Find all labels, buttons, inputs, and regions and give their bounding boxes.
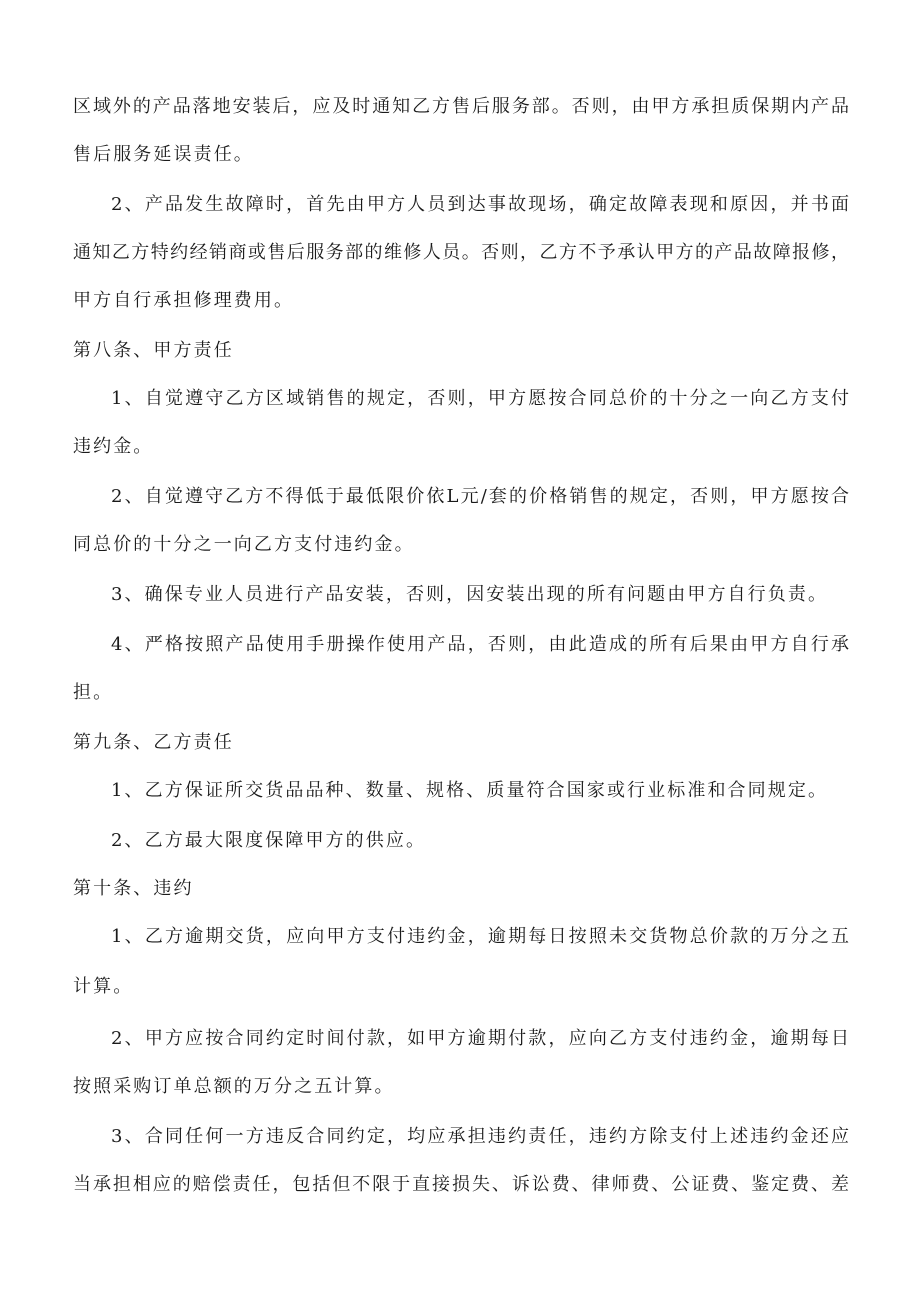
text-line: 1、自觉遵守乙方区域销售的规定，否则，甲方愿按合同总价的十分之一向乙方支付 [111,388,849,409]
text-line: 同总价的十分之一向乙方支付违约金。 [73,534,415,555]
text-line: 通知乙方特约经销商或售后服务部的维修人员。否则，乙方不予承认甲方的产品故障报修， [73,242,849,263]
section-heading: 第九条、乙方责任 [73,732,234,753]
text-line: 1、乙方保证所交货品品种、数量、规格、质量符合国家或行业标准和合同规定。 [111,780,829,801]
text-line: 区域外的产品落地安装后，应及时通知乙方售后服务部。否则，由甲方承担质保期内产品 [73,96,849,117]
text-line: 计算。 [73,976,134,997]
text-line: 3、合同任何一方违反合同约定，均应承担违约责任，违约方除支付上述违约金还应 [111,1126,849,1147]
text-line: 违约金。 [73,436,154,457]
text-line: 2、自觉遵守乙方不得低于最低限价依L元/套的价格销售的规定，否则，甲方愿按合 [111,486,849,507]
text-line: 担。 [73,682,114,703]
text-line: 售后服务延误责任。 [73,144,254,165]
section-heading: 第八条、甲方责任 [73,340,234,361]
text-line: 2、产品发生故障时，首先由甲方人员到达事故现场，确定故障表现和原因，并书面 [111,194,849,215]
section-heading: 第十条、违约 [73,878,194,899]
text-line: 2、乙方最大限度保障甲方的供应。 [111,830,427,851]
text-line: 甲方自行承担修理费用。 [73,290,295,311]
text-line: 2、甲方应按合同约定时间付款，如甲方逾期付款，应向乙方支付违约金，逾期每日 [111,1028,849,1049]
text-line: 按照采购订单总额的万分之五计算。 [73,1076,395,1097]
text-line: 1、乙方逾期交货，应向甲方支付违约金，逾期每日按照未交货物总价款的万分之五 [111,926,849,947]
text-line: 当承担相应的赔偿责任，包括但不限于直接损失、诉讼费、律师费、公证费、鉴定费、差 [73,1174,849,1195]
text-line: 4、严格按照产品使用手册操作使用产品，否则，由此造成的所有后果由甲方自行承 [111,634,849,655]
text-line: 3、确保专业人员进行产品安装，否则，因安装出现的所有问题由甲方自行负责。 [111,584,829,605]
